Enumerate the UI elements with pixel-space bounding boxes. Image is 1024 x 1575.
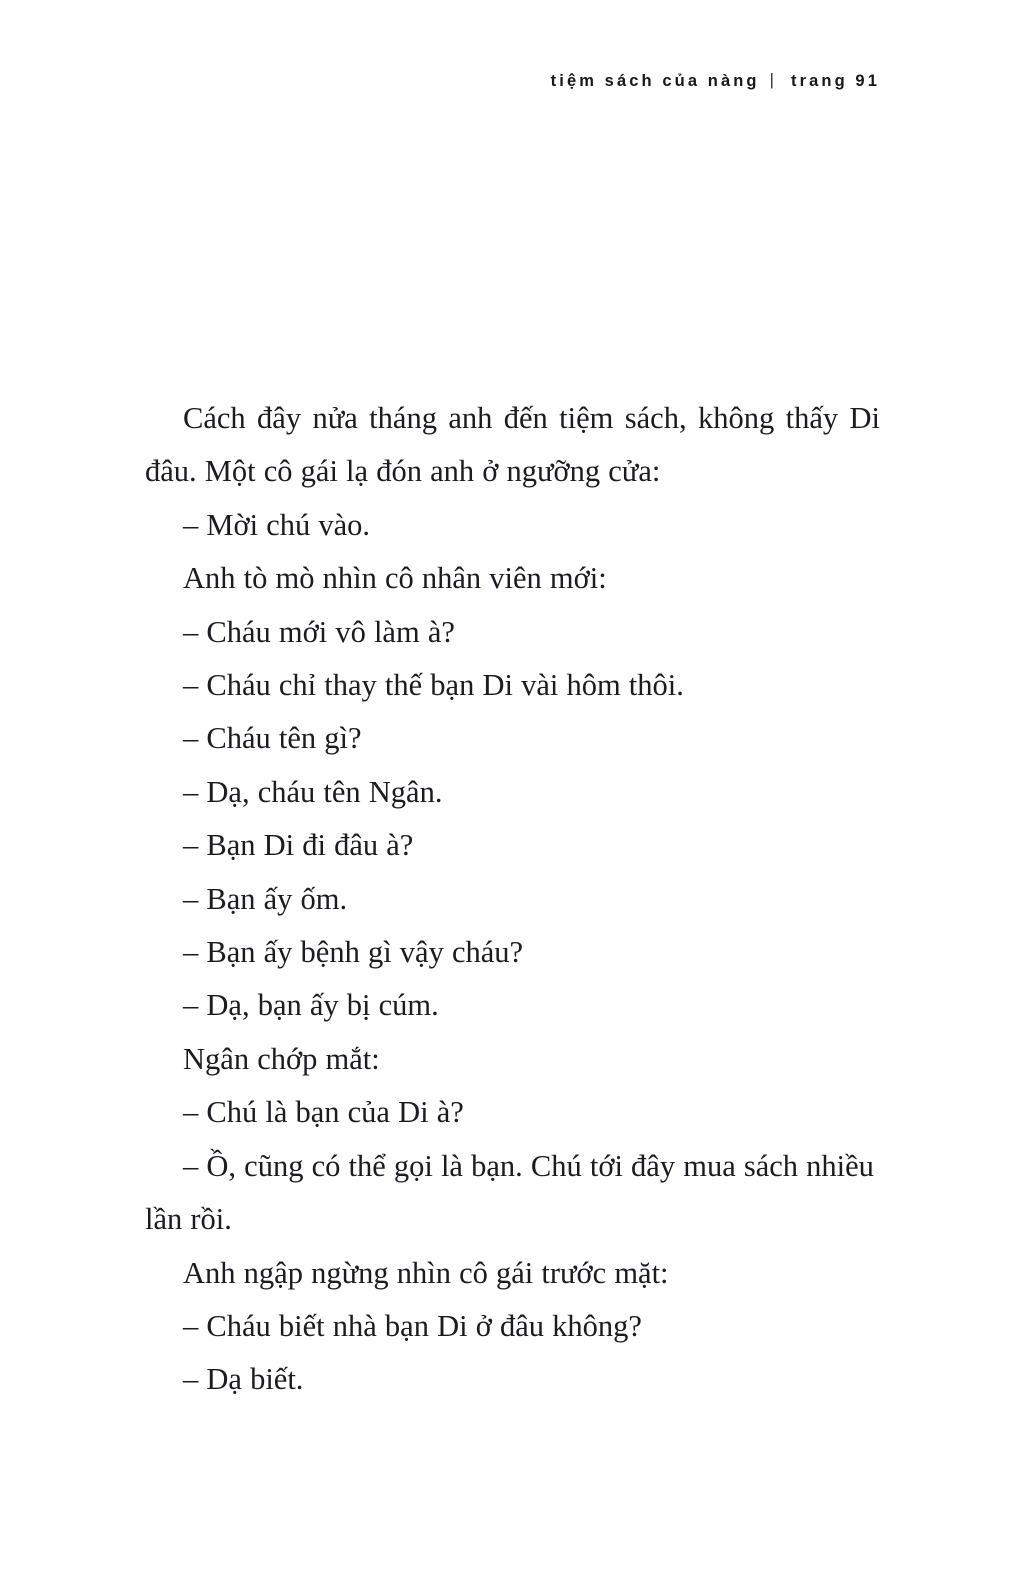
dialogue-line: – Ồ, cũng có thể gọi là bạn. Chú tới đây mua sách nhiều lần rồi.	[145, 1148, 874, 1237]
running-head	[145, 72, 880, 91]
dialogue-line: – Chú là bạn của Di à?	[183, 1095, 464, 1130]
dialogue-line: – Dạ, bạn ấy bị cúm.	[183, 988, 439, 1023]
dialogue-line: – Bạn Di đi đâu à?	[183, 828, 414, 863]
dialogue-line: – Cháu tên gì?	[183, 721, 362, 756]
dialogue-line: – Mời chú vào.	[183, 507, 371, 542]
narration-paragraph: Cách đây nửa tháng anh đến tiệm sách, không thấy Di đâu. Một cô gái lạ đón anh ở ngưỡng cửa:	[145, 401, 880, 489]
running-head-separator: |	[769, 71, 777, 89]
body-text-block	[145, 392, 880, 1407]
dialogue-line: – Cháu mới vô làm à?	[183, 614, 455, 649]
dialogue-line: – Bạn ấy bệnh gì vậy cháu?	[183, 935, 524, 970]
narration-paragraph: Ngân chớp mắt:	[183, 1041, 380, 1076]
running-head-title: tiệm sách của nàng	[550, 72, 760, 90]
running-head-page-number: trang 91	[791, 72, 880, 90]
dialogue-line: – Dạ biết.	[183, 1362, 304, 1397]
dialogue-line: – Cháu biết nhà bạn Di ở đâu không?	[183, 1308, 642, 1343]
narration-paragraph: Anh tò mò nhìn cô nhân viên mới:	[183, 561, 607, 596]
dialogue-line: – Bạn ấy ốm.	[183, 881, 348, 916]
dialogue-line: – Cháu chỉ thay thế bạn Di vài hôm thôi.	[183, 668, 684, 703]
narration-paragraph: Anh ngập ngừng nhìn cô gái trước mặt:	[183, 1255, 669, 1290]
dialogue-line: – Dạ, cháu tên Ngân.	[183, 774, 443, 809]
